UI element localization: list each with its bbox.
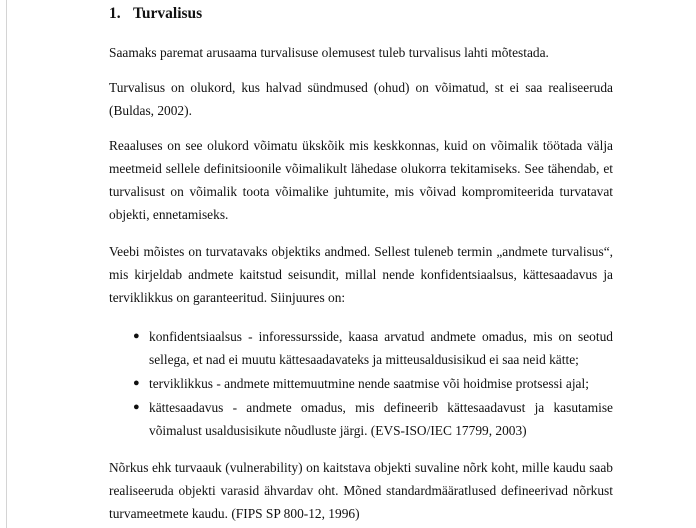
list-item-text: kättesaadavus - andmete omadus, mis defineerib kättesaadavust ja kasutamise võimalust usaldusisikute nõudluste järgi. (EVS-ISO/IEC 17799, 2003) [149, 400, 613, 438]
paragraph-web-data: Veebi mõistes on turvatavaks objektiks andmed. Sellest tuleneb termin „andmete turvalisus“, mis kirjeldab andmete kaitstud seisundit, millal nende konfidentsiaalsus, kättesaadavus ja terviklikkus on garanteeritud. Siinjuures on: [109, 244, 613, 305]
bullet-icon: ● [133, 401, 140, 413]
list-item-availability [109, 396, 613, 442]
list-item-confidentiality [109, 325, 613, 371]
section-title: Turvalisus [133, 5, 203, 22]
paragraph-reality: Reaaluses on see olukord võimatu ükskõik mis keskkonnas, kuid on võimalik töötada välja meetmeid sellele definitsioonile võimalikult lähedase olukorra tekitamiseks. See tähendab, et turvalisust on võimalik toota võimalike juhtumite, mis võivad kompromiteerida turvatavat objekti, ennetamiseks. [109, 138, 613, 222]
document-page [6, 0, 696, 528]
security-properties-list [109, 325, 613, 443]
section-heading [109, 2, 202, 26]
bullet-icon: ● [133, 330, 140, 342]
section-number: 1. [109, 5, 121, 22]
paragraph-vulnerability: Nõrkus ehk turvaauk (vulnerability) on kaitstava objekti suvaline nõrk koht, mille kaudu saab realiseeruda objekti varasid ähvardav oht. Mõned standardmääratlused defineerivad nõrkust turvameetmete kaudu. (FIPS SP 800-12, 1996) [109, 460, 613, 521]
list-item-text: konfidentsiaalsus - inforessursside, kaasa arvatud andmete omadus, mis on seotud sellega, et nad ei muutu kättesaadavateks ja mitteusaldusisikud ei saa neid kätte; [149, 329, 613, 367]
paragraph-definition: Turvalisus on olukord, kus halvad sündmused (ohud) on võimatud, st ei saa realiseeruda (Buldas, 2002). [109, 80, 613, 118]
bullet-icon: ● [133, 377, 140, 389]
list-item-text: terviklikkus - andmete mittemuutmine nende saatmise või hoidmise protsessi ajal; [149, 376, 589, 391]
paragraph-intro: Saamaks paremat arusaama turvalisuse olemusest tuleb turvalisus lahti mõtestada. [109, 45, 549, 60]
list-item-integrity [109, 372, 613, 395]
